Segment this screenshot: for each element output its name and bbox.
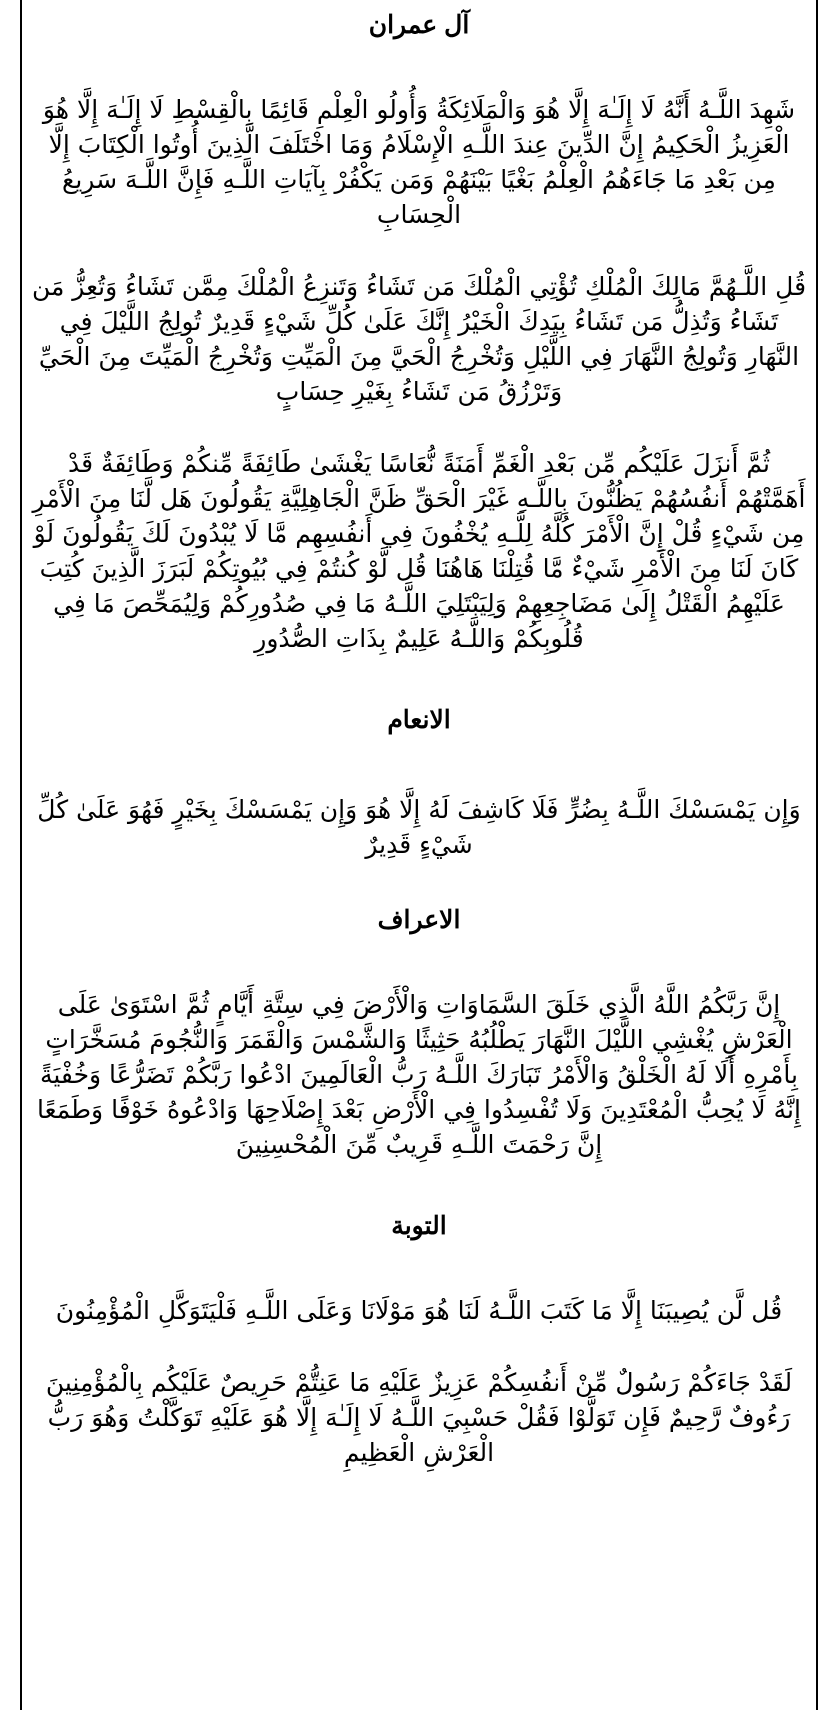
document-content xyxy=(22,10,816,1470)
section-title-al-araf: الاعراف xyxy=(377,906,461,934)
verse-al-imran-18-19: شَهِدَ اللَّـهُ أَنَّهُ لَا إِلَـٰهَ إِلَّا هُوَ وَالْمَلَائِكَةُ وَأُولُو الْعِلْمِ قَائِمًا بِالْقِسْطِ لَا إِلَـٰهَ إِلَّا هُوَ الْعَزِيزُ الْحَكِيمُ إِنَّ الدِّينَ عِندَ اللَّـهِ الْإِسْلَامُ وَمَا اخْتَلَفَ الَّذِينَ أُوتُوا الْكِتَابَ إِلَّا مِن بَعْدِ مَا جَاءَهُمُ الْعِلْمُ بَغْيًا بَيْنَهُمْ وَمَن يَكْفُرْ بِآيَاتِ اللَّـهِ فَإِنَّ اللَّـهَ سَرِيعُ الْحِسَابِ xyxy=(42,95,796,229)
verse-at-tawbah-51: قُل لَّن يُصِيبَنَا إِلَّا مَا كَتَبَ اللَّـهُ لَنَا هُوَ مَوْلَانَا وَعَلَى اللَّـهِ فَلْيَتَوَكَّلِ الْمُؤْمِنُونَ xyxy=(55,1296,783,1325)
section-title-al-imran: آل عمران xyxy=(368,11,470,39)
verse-al-imran-26-27: قُلِ اللَّـهُمَّ مَالِكَ الْمُلْكِ تُؤْتِي الْمُلْكَ مَن تَشَاءُ وَتَنزِعُ الْمُلْكَ مِمَّن تَشَاءُ وَتُعِزُّ مَن تَشَاءُ وَتُذِلُّ مَن تَشَاءُ بِيَدِكَ الْخَيْرُ إِنَّكَ عَلَىٰ كُلِّ شَيْءٍ قَدِيرٌ تُولِجُ اللَّيْلَ فِي النَّهَارِ وَتُولِجُ النَّهَارَ فِي اللَّيْلِ وَتُخْرِجُ الْحَيَّ مِنَ الْمَيِّتِ وَتُخْرِجُ الْمَيِّتَ مِنَ الْحَيِّ وَتَرْزُقُ مَن تَشَاءُ بِغَيْرِ حِسَابٍ xyxy=(31,272,807,406)
document-page xyxy=(20,0,818,1710)
verse-al-anam-17: وَإِن يَمْسَسْكَ اللَّـهُ بِضُرٍّ فَلَا كَاشِفَ لَهُ إِلَّا هُوَ وَإِن يَمْسَسْكَ بِخَيْرٍ فَهُوَ عَلَىٰ كُلِّ شَيْءٍ قَدِيرٌ xyxy=(37,795,801,859)
verse-al-imran-154: ثُمَّ أَنزَلَ عَلَيْكُم مِّن بَعْدِ الْغَمِّ أَمَنَةً نُّعَاسًا يَغْشَىٰ طَائِفَةً مِّنكُمْ وَطَائِفَةٌ قَدْ أَهَمَّتْهُمْ أَنفُسُهُمْ يَظُنُّونَ بِاللَّـهِ غَيْرَ الْحَقِّ ظَنَّ الْجَاهِلِيَّةِ يَقُولُونَ هَل لَّنَا مِنَ الْأَمْرِ مِن شَيْءٍ قُلْ إِنَّ الْأَمْرَ كُلَّهُ لِلَّـهِ يُخْفُونَ فِي أَنفُسِهِم مَّا لَا يُبْدُونَ لَكَ يَقُولُونَ لَوْ كَانَ لَنَا مِنَ الْأَمْرِ شَيْءٌ مَّا قُتِلْنَا هَاهُنَا قُل لَّوْ كُنتُمْ فِي بُيُوتِكُمْ لَبَرَزَ الَّذِينَ كُتِبَ عَلَيْهِمُ الْقَتْلُ إِلَىٰ مَضَاجِعِهِمْ وَلِيَبْتَلِيَ اللَّـهُ مَا فِي صُدُورِكُمْ وَلِيُمَحِّصَ مَا فِي قُلُوبِكُمْ وَاللَّـهُ عَلِيمٌ بِذَاتِ الصُّدُورِ xyxy=(32,449,806,653)
section-title-at-tawbah: التوبة xyxy=(391,1212,447,1240)
verse-at-tawbah-128-129: لَقَدْ جَاءَكُمْ رَسُولٌ مِّنْ أَنفُسِكُمْ عَزِيزٌ عَلَيْهِ مَا عَنِتُّمْ حَرِيصٌ عَلَيْكُم بِالْمُؤْمِنِينَ رَءُوفٌ رَّحِيمٌ فَإِن تَوَلَّوْا فَقُلْ حَسْبِيَ اللَّـهُ لَا إِلَـٰهَ إِلَّا هُوَ عَلَيْهِ تَوَكَّلْتُ وَهُوَ رَبُّ الْعَرْشِ الْعَظِيمِ xyxy=(45,1368,793,1467)
section-title-al-anam: الانعام xyxy=(387,706,451,734)
verse-al-araf-54-56: إِنَّ رَبَّكُمُ اللَّهُ الَّذِي خَلَقَ السَّمَاوَاتِ وَالْأَرْضَ فِي سِتَّةِ أَيَّامٍ ثُمَّ اسْتَوَىٰ عَلَى الْعَرْشِ يُغْشِي اللَّيْلَ النَّهَارَ يَطْلُبُهُ حَثِيثًا وَالشَّمْسَ وَالْقَمَرَ وَالنُّجُومَ مُسَخَّرَاتٍ بِأَمْرِهِ أَلَا لَهُ الْخَلْقُ وَالْأَمْرُ تَبَارَكَ اللَّـهُ رَبُّ الْعَالَمِينَ ادْعُوا رَبَّكُمْ تَضَرُّعًا وَخُفْيَةً إِنَّهُ لَا يُحِبُّ الْمُعْتَدِينَ وَلَا تُفْسِدُوا فِي الْأَرْضِ بَعْدَ إِصْلَاحِهَا وَادْعُوهُ خَوْفًا وَطَمَعًا إِنَّ رَحْمَتَ اللَّـهِ قَرِيبٌ مِّنَ الْمُحْسِنِينَ xyxy=(37,990,801,1159)
